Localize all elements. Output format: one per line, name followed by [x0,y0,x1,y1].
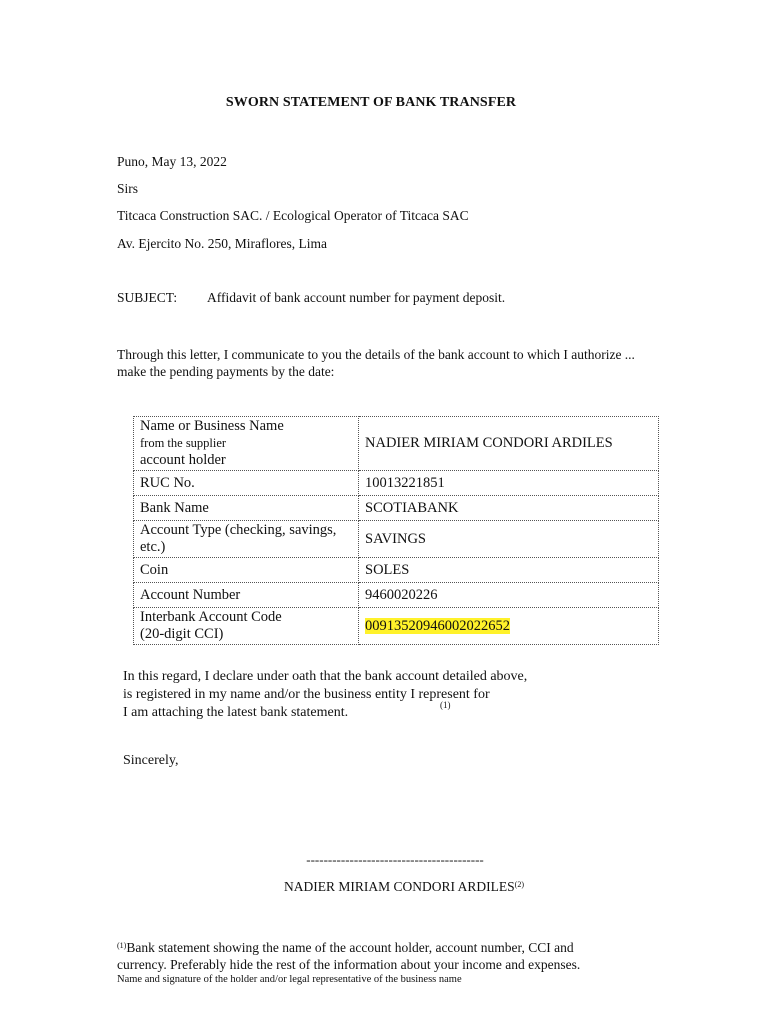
holder-label [134,417,359,471]
account-type-value: SAVINGS [359,521,659,558]
intro-line-1: Through this letter, I communicate to you the details of the bank account to which I authorize ... [117,347,635,362]
account-number-label: Account Number [134,583,359,608]
intro-paragraph [117,346,677,380]
account-type-label-line-2: etc.) [140,539,166,555]
footnote-1-text: Bank statement showing the name of the account holder, account number, CCI and [126,940,574,955]
document-title: SWORN STATEMENT OF BANK TRANSFER [225,95,517,110]
address: Av. Ejercito No. 250, Miraflores, Lima [117,236,327,251]
holder-label-line-2: from the supplier [140,436,227,450]
signatory-name-text: NADIER MIRIAM CONDORI ARDILES [284,879,515,894]
signatory-name [0,879,768,895]
table-row [134,608,659,645]
cci-value-cell [359,608,659,645]
declaration-line-3: I am attaching the latest bank statement. [123,705,349,720]
table-row [134,471,659,496]
table-row [134,521,659,558]
table-row [134,583,659,608]
table-row [134,496,659,521]
bank-name-label: Bank Name [134,496,359,521]
addressee: Titcaca Construction SAC. / Ecological Operator of Titcaca SAC [117,208,469,223]
salutation: Sirs [117,181,139,196]
account-number-value: 9460020226 [359,583,659,608]
footnote-2: Name and signature of the holder and/or legal representative of the business name [117,974,462,985]
footnote-1-line-2: currency. Preferably hide the rest of the information about your income and expenses. [117,957,581,972]
account-type-label [134,521,359,558]
holder-label-line-3: account holder [140,452,226,468]
intro-line-2: make the pending payments by the date: [117,364,335,379]
declaration-line-2: is registered in my name and/or the business entity I represent for [123,687,490,702]
table-row [134,417,659,471]
ruc-value: 10013221851 [359,471,659,496]
subject-label: SUBJECT: [117,290,178,305]
bank-details-table [133,416,659,645]
place-date: Puno, May 13, 2022 [117,154,227,169]
coin-label: Coin [134,558,359,583]
cci-value: 00913520946002022652 [365,617,510,634]
holder-value: NADIER MIRIAM CONDORI ARDILES [359,417,659,471]
declaration-line-1: In this regard, I declare under oath that the bank account detailed above, [123,669,528,684]
bank-name-value: SCOTIABANK [359,496,659,521]
declaration-paragraph [123,668,603,722]
closing: Sincerely, [123,753,179,768]
footnote-marker-1: (1) [440,700,451,710]
footnote-1-line-1 [117,940,574,956]
subject-text: Affidavit of bank account number for payment deposit. [207,290,506,305]
cci-label [134,608,359,645]
holder-label-line-1: Name or Business Name [140,418,284,434]
ruc-label: RUC No. [134,471,359,496]
cci-label-line-2: (20-digit CCI) [140,626,224,642]
signature-line: ----------------------------------------- [306,852,484,867]
footnote-1-marker: (1) [117,941,127,950]
account-type-label-line-1: Account Type (checking, savings, [140,522,337,538]
coin-value: SOLES [359,558,659,583]
footnote-marker-2: (2) [514,880,524,889]
table-row [134,558,659,583]
cci-label-line-1: Interbank Account Code [140,609,282,625]
